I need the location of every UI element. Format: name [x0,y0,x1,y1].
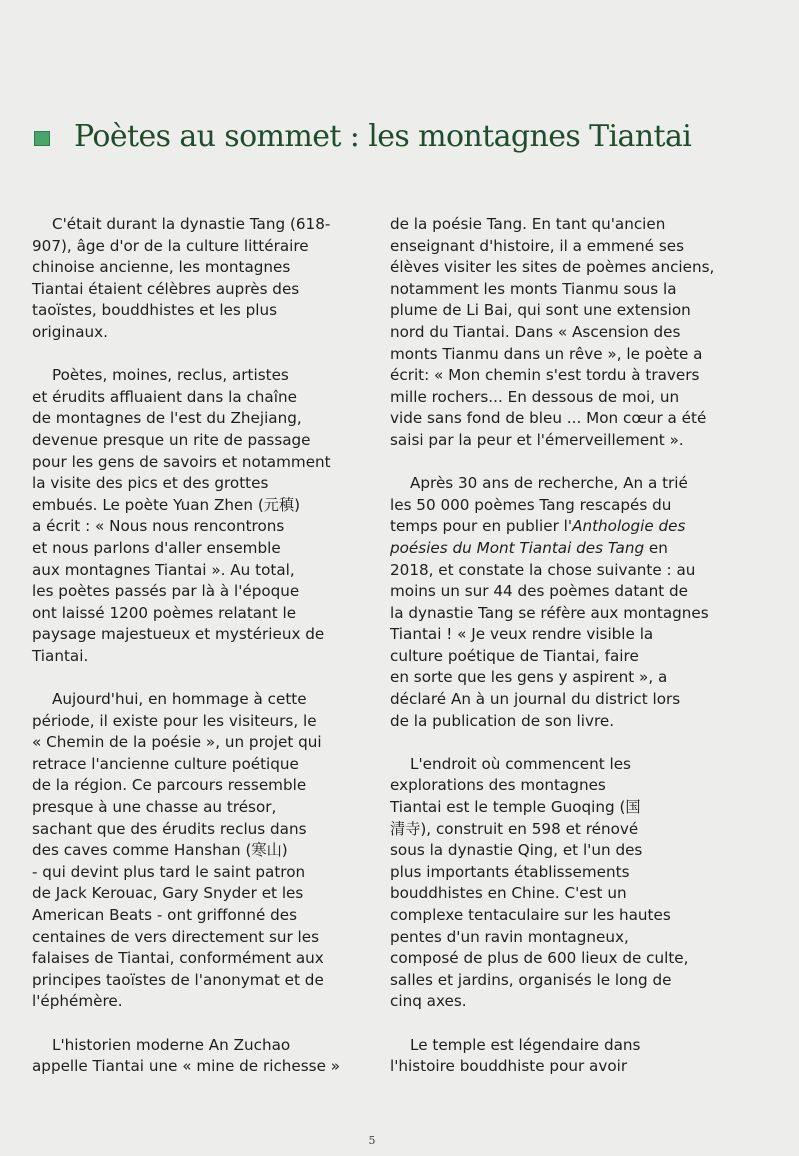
text-line: explorations des montagnes [390,776,606,795]
book-title-italic: Anthologie des [572,517,686,536]
text-line: ont laissé 1200 poèmes relatant le [32,603,297,622]
text-line: saisi par la peur et l'émerveillement ». [390,430,684,449]
text-line: presque à une chasse au trésor, [32,798,277,817]
text-line: la visite des pics et des grottes [32,474,269,493]
text-line: Tiantai. [32,646,89,665]
text-line: Le temple est légendaire dans [410,1035,641,1054]
text-line: plus importants établissements [390,862,630,881]
text-line: bouddhistes en Chine. C'est un [390,884,627,903]
text-line: de la région. Ce parcours ressemble [32,776,307,795]
text-line: déclaré An à un journal du district lors [390,690,681,709]
text-line: notamment les monts Tianmu sous la [390,279,677,298]
text-line: a écrit : « Nous nous rencontrons [32,517,285,536]
page-heading [30,108,770,164]
text-line: pentes d'un ravin montagneux, [390,927,629,946]
text-line: Tiantai étaient célèbres auprès des [32,279,300,298]
text-line: et nous parlons d'aller ensemble [32,538,281,557]
paragraph [32,214,382,344]
text-line: complexe tentaculaire sur les hautes [390,906,671,924]
text-line: les 50 000 poèmes Tang rescapés du [390,495,672,514]
text-line: sachant que des érudits reclus dans [32,819,307,838]
text-line: vide sans fond de bleu ... Mon cœur a été [390,409,707,428]
text-line [390,538,765,560]
text-line: de Jack Kerouac, Gary Snyder et les [32,884,304,903]
text-line: principes taoïstes de l'anonymat et de [32,970,324,989]
text-line: l'éphémère. [32,992,123,1011]
text-line: 清寺), construit en 598 et rénové [390,819,639,838]
text-line: la dynastie Tang se réfère aux montagnes [390,603,709,622]
text-line: de la publication de son livre. [390,711,615,730]
text-line: mille rochers... En dessous de moi, un [390,387,680,406]
text-line: moins un sur 44 des poèmes datant de [390,582,688,601]
text-line: 2018, et constate la chose suivante : au [390,560,696,579]
text-line: les poètes passés par là à l'époque [32,582,300,601]
paragraph [390,754,765,1013]
text-line: taoïstes, bouddhistes et les plus [32,301,278,320]
text-line: sous la dynastie Qing, et l'un des [390,841,643,860]
text-line: enseignant d'histoire, il a emmené ses [390,236,685,255]
page-number: 5 [368,1134,376,1147]
text-line: « Chemin de la poésie », un projet qui [32,733,322,752]
text-line [390,516,765,538]
paragraph [32,689,382,1013]
text-fragment: en [644,538,668,557]
text-line: en sorte que les gens y aspirent », a [390,668,668,687]
text-line: l'histoire bouddhiste pour avoir [390,1057,628,1076]
text-line: Poètes, moines, reclus, artistes [52,366,289,385]
text-line: des caves comme Hanshan (寒山) [32,841,288,860]
text-line: de montagnes de l'est du Zhejiang, [32,409,302,428]
text-line: devenue presque un rite de passage [32,430,311,449]
text-line: American Beats - ont griffonné des [32,906,298,924]
paragraph-continuation [390,214,765,452]
text-line: culture poétique de Tiantai, faire [390,646,639,665]
page-title: Poètes au sommet : les montagnes Tiantai [74,118,692,154]
text-line: écrit: « Mon chemin s'est tordu à travers [390,366,700,385]
text-line: originaux. [32,322,108,341]
text-line: Après 30 ans de recherche, An a trié [410,474,688,493]
green-square-bullet-icon [34,131,50,146]
text-line: cinq axes. [390,992,467,1011]
text-fragment: temps pour en publier l' [390,517,573,536]
text-line: composé de plus de 600 lieux de culte, [390,949,689,968]
text-line: embués. Le poète Yuan Zhen (元稹) [32,495,301,514]
right-column [390,214,765,1099]
text-line: retrace l'ancienne culture poétique [32,754,299,773]
paragraph [390,1035,765,1078]
text-line: C'était durant la dynastie Tang (618- [52,215,331,233]
text-line: pour les gens de savoirs et notamment [32,452,331,471]
paragraph [32,365,382,667]
text-line: salles et jardins, organisés le long de [390,970,672,989]
left-column [32,214,382,1099]
text-line: paysage majestueux et mystérieux de [32,625,325,644]
text-line: élèves visiter les sites de poèmes anciens, [390,258,715,277]
text-line: nord du Tiantai. Dans « Ascension des [390,322,681,341]
text-line: et érudits affluaient dans la chaîne [32,387,297,406]
book-title-italic: poésies du Mont Tiantai des Tang [390,538,645,557]
text-line: appelle Tiantai une « mine de richesse » [32,1057,341,1076]
text-line: de la poésie Tang. En tant qu'ancien [390,215,666,233]
paragraph [32,1035,382,1078]
text-line: L'endroit où commencent les [410,754,631,773]
text-line: chinoise ancienne, les montagnes [32,258,291,277]
text-line: centaines de vers directement sur les [32,927,320,946]
text-line: L'historien moderne An Zuchao [52,1035,291,1054]
text-line: Aujourd'hui, en hommage à cette [52,690,307,709]
text-line: aux montagnes Tiantai ». Au total, [32,560,295,579]
text-line: 907), âge d'or de la culture littéraire [32,236,309,255]
text-line: falaises de Tiantai, conformément aux [32,949,324,968]
paragraph-research [390,473,765,732]
text-line: plume de Li Bai, qui sont une extension [390,301,691,320]
text-line: Tiantai ! « Je veux rendre visible la [390,625,654,644]
text-line: - qui devint plus tard le saint patron [32,862,306,881]
text-line: période, il existe pour les visiteurs, le [32,711,317,730]
text-line: monts Tianmu dans un rêve », le poète a [390,344,703,363]
text-line: Tiantai est le temple Guoqing (国 [390,798,641,817]
